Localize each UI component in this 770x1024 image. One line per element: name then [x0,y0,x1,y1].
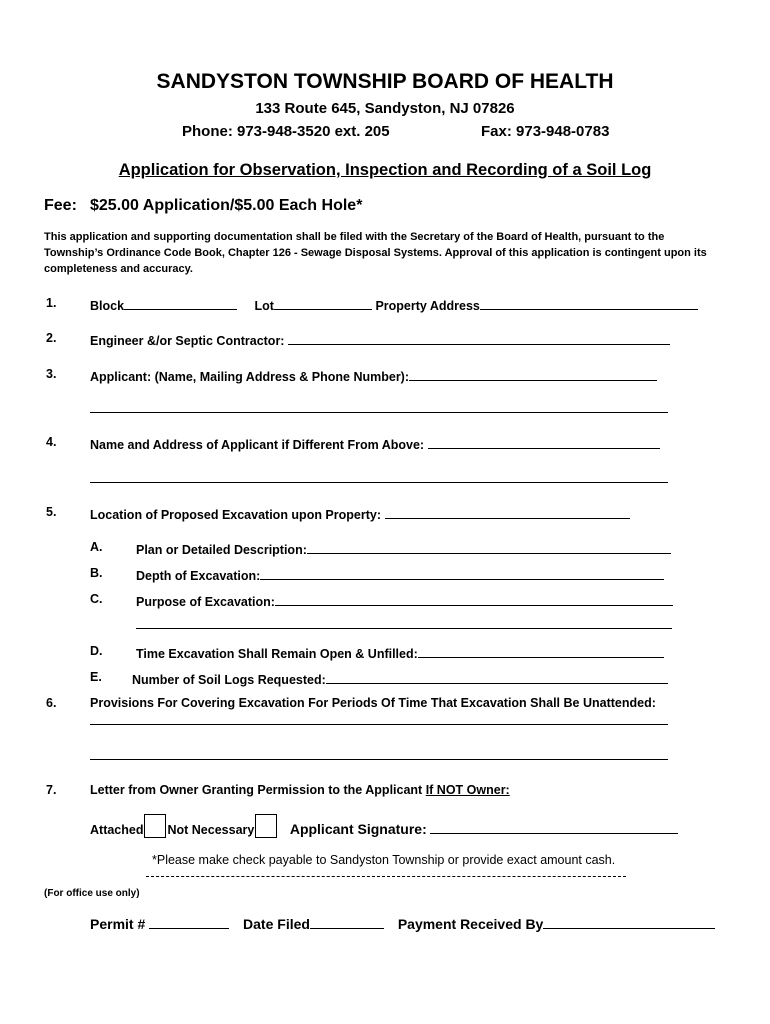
item-1-row [90,296,698,313]
applicant-label: Applicant: (Name, Mailing Address & Phone Number): [90,370,410,384]
depth-field[interactable] [260,566,664,580]
divider [146,876,626,877]
signature-label: Applicant Signature: [289,821,427,837]
sub-c-letter: C. [90,592,103,606]
name-address-label: Name and Address of Applicant if Different From Above: [90,438,425,452]
location-field[interactable] [385,505,630,519]
plan-field[interactable] [307,540,671,554]
sub-d-row [136,644,664,661]
depth-label: Depth of Excavation: [136,569,261,583]
date-filed-label: Date Filed [243,916,310,932]
payment-received-field[interactable] [543,915,715,929]
property-address-field[interactable] [480,296,698,310]
not-necessary-label: Not Necessary [167,823,255,837]
engineer-field[interactable] [288,331,670,345]
signature-row [90,814,678,838]
payment-received-label: Payment Received By [397,916,544,932]
item-6-number: 6. [46,696,57,710]
applicant-field-line-2[interactable] [90,412,668,413]
not-necessary-checkbox[interactable] [255,814,277,838]
fee-label: Fee: [44,197,77,214]
attached-label: Attached [90,823,144,837]
item-4-number: 4. [46,435,57,449]
attached-checkbox[interactable] [144,814,166,838]
intro-line-2: Township’s Ordinance Code Book, Chapter 126 - Sewage Disposal Systems. Approval of this application is contingent upon its [44,247,707,259]
sub-d-letter: D. [90,644,103,658]
office-row [90,915,715,932]
block-label: Block [90,299,125,313]
page-title: SANDYSTON TOWNSHIP BOARD OF HEALTH [156,70,614,93]
soil-logs-field[interactable] [326,670,668,684]
sub-c-row [136,592,673,609]
intro-line-1: This application and supporting documentation shall be filed with the Secretary of the Board of Health, pursuant to the [44,231,665,243]
sub-b-row [136,566,664,583]
soil-logs-label: Number of Soil Logs Requested: [132,673,326,687]
plan-label: Plan or Detailed Description: [136,543,307,557]
address: 133 Route 645, Sandyston, NJ 07826 [255,100,515,117]
item-5-row [90,505,630,522]
sub-b-letter: B. [90,566,103,580]
provisions-field-line-1[interactable] [90,724,668,725]
sub-a-letter: A. [90,540,103,554]
office-use-label: (For office use only) [44,888,140,899]
intro-line-3: completeness and accuracy. [44,263,193,275]
fee-value: $25.00 Application/$5.00 Each Hole* [90,197,363,214]
item-7-row [90,783,510,797]
name-address-field[interactable] [428,435,660,449]
if-not-owner-label: If NOT Owner: [425,783,510,797]
signature-field[interactable] [430,820,678,834]
lot-label: Lot [254,299,274,313]
item-2-row [90,331,670,348]
provisions-label: Provisions For Covering Excavation For Periods Of Time That Excavation Shall Be Unattended: [90,696,656,710]
applicant-field[interactable] [409,367,657,381]
property-address-label: Property Address [375,299,480,313]
provisions-field-line-2[interactable] [90,759,668,760]
sub-a-row [136,540,671,557]
payment-note: *Please make check payable to Sandyston Township or provide exact amount cash. [152,853,616,867]
item-1-number: 1. [46,296,57,310]
date-filed-field[interactable] [310,915,384,929]
permit-field[interactable] [149,915,229,929]
purpose-field[interactable] [275,592,673,606]
sub-e-row [132,670,668,687]
item-5-number: 5. [46,505,57,519]
item-3-number: 3. [46,367,57,381]
purpose-label: Purpose of Excavation: [136,595,275,609]
phone: Phone: 973-948-3520 ext. 205 [182,123,390,140]
permit-label: Permit # [90,916,146,932]
lot-field[interactable] [274,296,372,310]
purpose-field-line-2[interactable] [136,628,672,629]
time-open-field[interactable] [418,644,664,658]
sub-e-letter: E. [90,670,102,684]
name-address-field-line-2[interactable] [90,482,668,483]
location-label: Location of Proposed Excavation upon Property: [90,508,382,522]
engineer-label: Engineer &/or Septic Contractor: [90,334,285,348]
block-field[interactable] [124,296,237,310]
item-7-number: 7. [46,783,57,797]
item-3-row [90,367,657,384]
item-2-number: 2. [46,331,57,345]
time-open-label: Time Excavation Shall Remain Open & Unfilled: [136,647,418,661]
fax: Fax: 973-948-0783 [481,123,610,140]
form-title: Application for Observation, Inspection and Recording of a Soil Log [118,161,652,179]
item-4-row [90,435,660,452]
letter-label: Letter from Owner Granting Permission to the Applicant [90,783,426,797]
